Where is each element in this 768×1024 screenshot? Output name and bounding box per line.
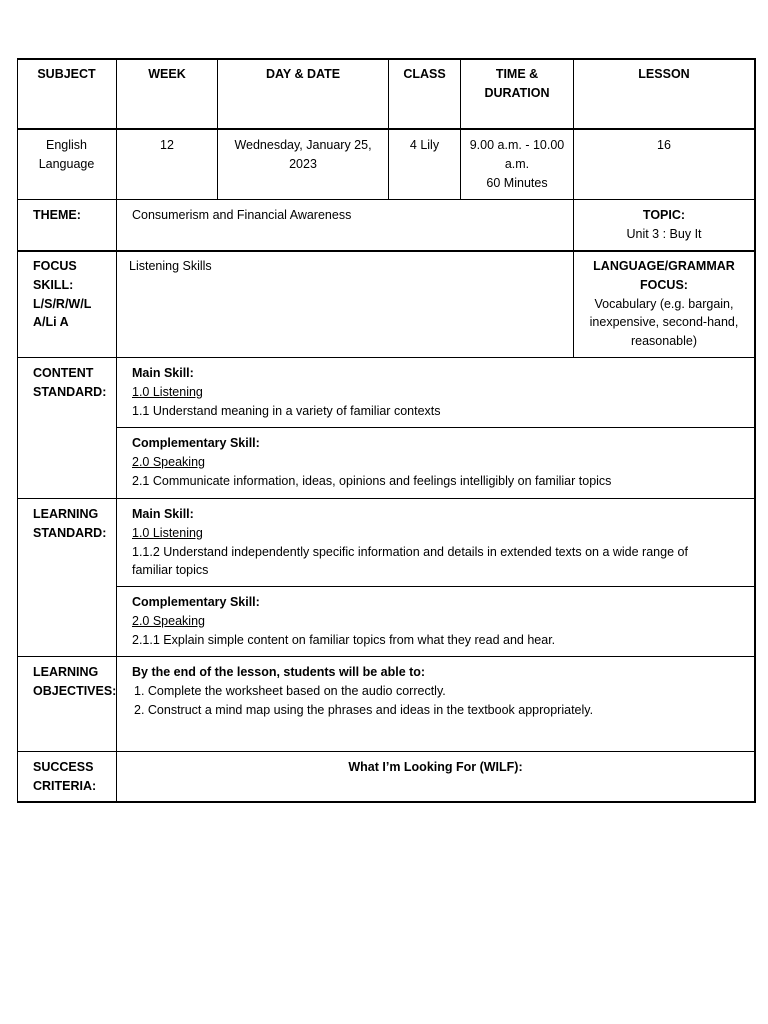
- topic-label: TOPIC:: [642, 208, 686, 222]
- header-subject: SUBJECT: [37, 67, 96, 81]
- detail-day-date: Wednesday, January 25, 2023: [234, 138, 372, 171]
- learning-complementary-skill: Complementary Skill: 2.0 Speaking 2.1.1 Explain simple content on familiar topics from what they read and hear.: [132, 595, 556, 647]
- divider-focus: [17, 357, 756, 358]
- success-criteria-label: SUCCESS CRITERIA:: [33, 760, 97, 793]
- divider-learning-sub: [116, 586, 756, 587]
- divider-objectives: [17, 751, 756, 752]
- theme-label: THEME:: [33, 208, 81, 222]
- divider-theme: [17, 250, 756, 252]
- header-class: CLASS: [403, 67, 446, 81]
- table-border-bottom: [17, 801, 756, 803]
- focus-value: Listening Skills: [129, 259, 212, 273]
- objectives-content: [132, 663, 593, 719]
- objectives-intro: By the end of the lesson, students will be able to:: [132, 665, 426, 679]
- content-standard-label: CONTENT STANDARD:: [33, 366, 107, 399]
- objective-item: 2. Construct a mind map using the phrases and ideas in the textbook appropriately.: [134, 702, 594, 717]
- detail-subject: English Language: [38, 138, 95, 171]
- grammar-focus-label-1: LANGUAGE/GRAMMAR: [593, 259, 735, 273]
- header-lesson: LESSON: [638, 67, 690, 81]
- grammar-focus-label-2: FOCUS:: [640, 277, 688, 292]
- learning-main-skill: Main Skill: 1.0 Listening 1.1.2 Understand independently specific information and details in extended texts on a wide range of familiar topics: [132, 507, 688, 578]
- lesson-plan-table: [17, 58, 756, 803]
- divider-content-sub: [116, 427, 756, 428]
- table-border-top: [17, 58, 756, 60]
- topic-cell: [574, 206, 754, 244]
- divider-learning: [17, 656, 756, 657]
- divider-content: [17, 498, 756, 499]
- detail-lesson: 16: [657, 138, 671, 152]
- header-day-date: DAY & DATE: [265, 67, 341, 81]
- divider-header: [17, 128, 756, 130]
- learning-standard-label: LEARNING STANDARD:: [33, 507, 107, 540]
- objectives-label: LEARNING OBJECTIVES:: [33, 665, 117, 698]
- topic-value: Unit 3 : Buy It: [626, 226, 702, 241]
- header-week: WEEK: [148, 67, 186, 81]
- divider-details: [17, 199, 756, 200]
- content-complementary-skill: Complementary Skill: 2.0 Speaking 2.1 Communicate information, ideas, opinions and feelings intelligibly on familiar topics: [132, 436, 612, 488]
- focus-label: FOCUS SKILL: L/S/R/W/L A/Li A: [33, 259, 92, 330]
- header-time-duration: TIME & DURATION: [484, 67, 550, 100]
- grammar-focus-cell: LANGUAGE/GRAMMAR FOCUS: Vocabulary (e.g. bargain, inexpensive, second-hand, reasonable): [574, 257, 754, 351]
- detail-time: 9.00 a.m. - 10.00 a.m. 60 Minutes: [469, 138, 565, 190]
- objective-item: 1. Complete the worksheet based on the audio correctly.: [134, 683, 446, 698]
- content-main-skill: Main Skill: 1.0 Listening 1.1 Understand meaning in a variety of familiar contexts: [132, 366, 441, 418]
- theme-value: Consumerism and Financial Awareness: [132, 208, 352, 222]
- detail-class: 4 Lily: [409, 138, 440, 152]
- detail-week: 12: [160, 138, 174, 152]
- table-border-right: [754, 58, 756, 803]
- success-criteria-value: What I’m Looking For (WILF):: [348, 760, 523, 774]
